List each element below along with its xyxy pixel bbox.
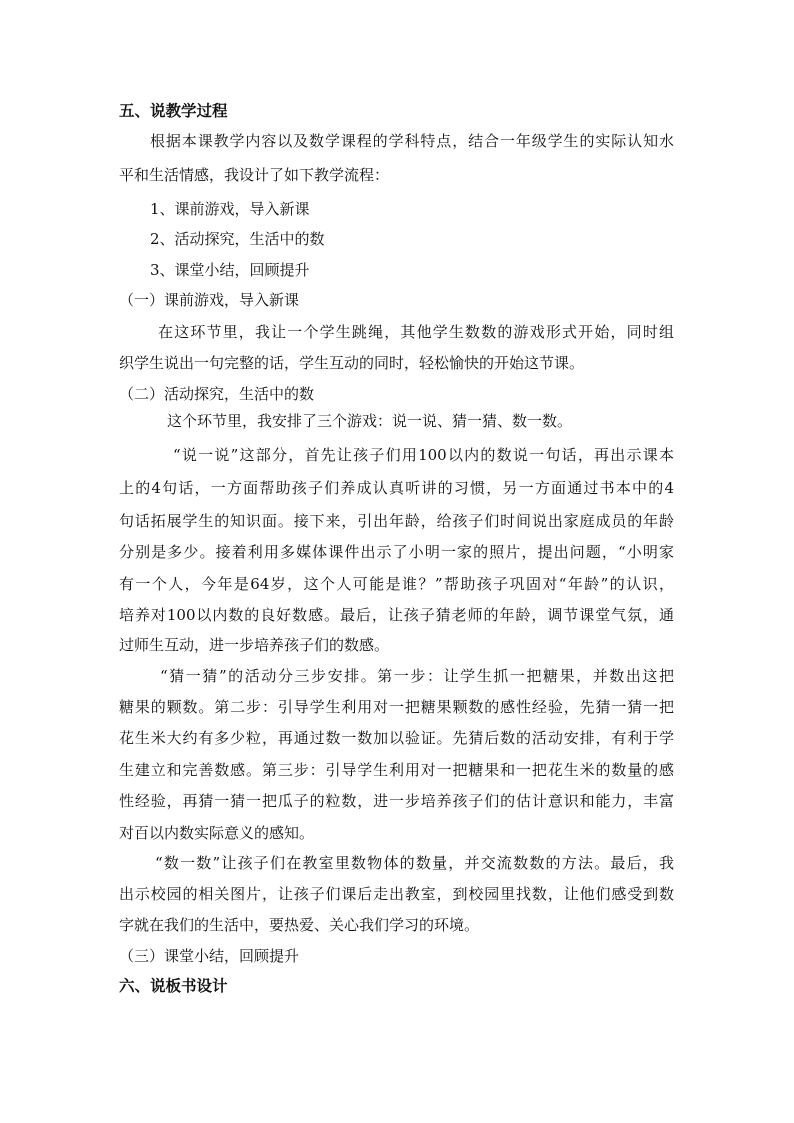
heading-board-design: 六、说板书设计: [119, 976, 228, 995]
say-line-6: 培养对100以内数的良好数感。最后，让孩子猜老师的年龄，调节课堂气氛，通: [119, 606, 674, 624]
guess-line-5: 性经验，再猜一猜一把瓜子的粒数，进一步培养孩子们的估计意识和能力，丰富: [119, 792, 674, 810]
flow-item-2: 2、活动探究，生活中的数: [150, 230, 325, 248]
section-1-line-2: 织学生说出一句完整的话，学生互动的同时，轻松愉快的开始这节课。: [119, 354, 585, 372]
say-line-7: 过师生互动，进一步培养孩子们的数感。: [119, 636, 390, 654]
section-1-title: （一）课前游戏，导入新课: [119, 291, 300, 309]
intro-line-1: 根据本课教学内容以及数学课程的学科特点，结合一年级学生的实际认知水: [150, 132, 674, 150]
say-line-3: 句话拓展学生的知识面。接下来，引出年龄，给孩子们时间说出家庭成员的年龄: [119, 512, 674, 530]
heading-teaching-process: 五、说教学过程: [119, 101, 228, 120]
say-line-2: 上的4句话，一方面帮助孩子们养成认真听讲的习惯，另一方面通过书本中的4: [119, 479, 674, 497]
flow-item-3: 3、课堂小结，回顾提升: [150, 261, 310, 279]
intro-line-2: 平和生活情感，我设计了如下教学流程：: [119, 166, 390, 184]
section-2-summary: 这个环节里，我安排了三个游戏：说一说、猜一猜、数一数。: [167, 412, 573, 430]
count-line-2: 出示校园的相关图片，让孩子们课后走出教室，到校园里找数，让他们感受到数: [119, 885, 674, 903]
section-1-line-1: 在这环节里，我让一个学生跳绳，其他学生数数的游戏形式开始，同时组: [158, 323, 674, 341]
count-line-3: 字就在我们的生活中，要热爱、关心我们学习的环境。: [119, 916, 480, 934]
section-3-title: （三）课堂小结，回顾提升: [119, 947, 300, 965]
guess-line-3: 花生米大约有多少粒，再通过数一数加以验证。先猜后数的活动安排，有利于学: [119, 729, 674, 747]
count-line-1: “数一数”让孩子们在教室里数物体的数量，并交流数数的方法。最后，我: [155, 854, 674, 872]
say-line-4: 分别是多少。接着利用多媒体课件出示了小明一家的照片，提出问题，“小明家: [119, 543, 674, 561]
section-2-title: （二）活动探究，生活中的数: [119, 385, 315, 403]
guess-line-4: 生建立和完善数感。第三步：引导学生利用对一把糖果和一把花生米的数量的感: [119, 761, 674, 779]
guess-line-2: 糖果的颗数。第二步：引导学生利用对一把糖果颗数的感性经验，先猜一猜一把: [119, 698, 674, 716]
say-line-5: 有一个人，今年是64岁，这个人可能是谁？”帮助孩子巩固对“年龄”的认识，: [119, 575, 674, 593]
guess-line-1: “猜一猜”的活动分三步安排。第一步：让学生抓一把糖果，并数出这把: [160, 667, 674, 685]
flow-item-1: 1、课前游戏，导入新课: [150, 200, 310, 218]
guess-line-6: 对百以内数实际意义的感知。: [119, 824, 315, 842]
say-line-1: “说一说”这部分，首先让孩子们用100以内的数说一句话，再出示课本: [173, 446, 674, 464]
